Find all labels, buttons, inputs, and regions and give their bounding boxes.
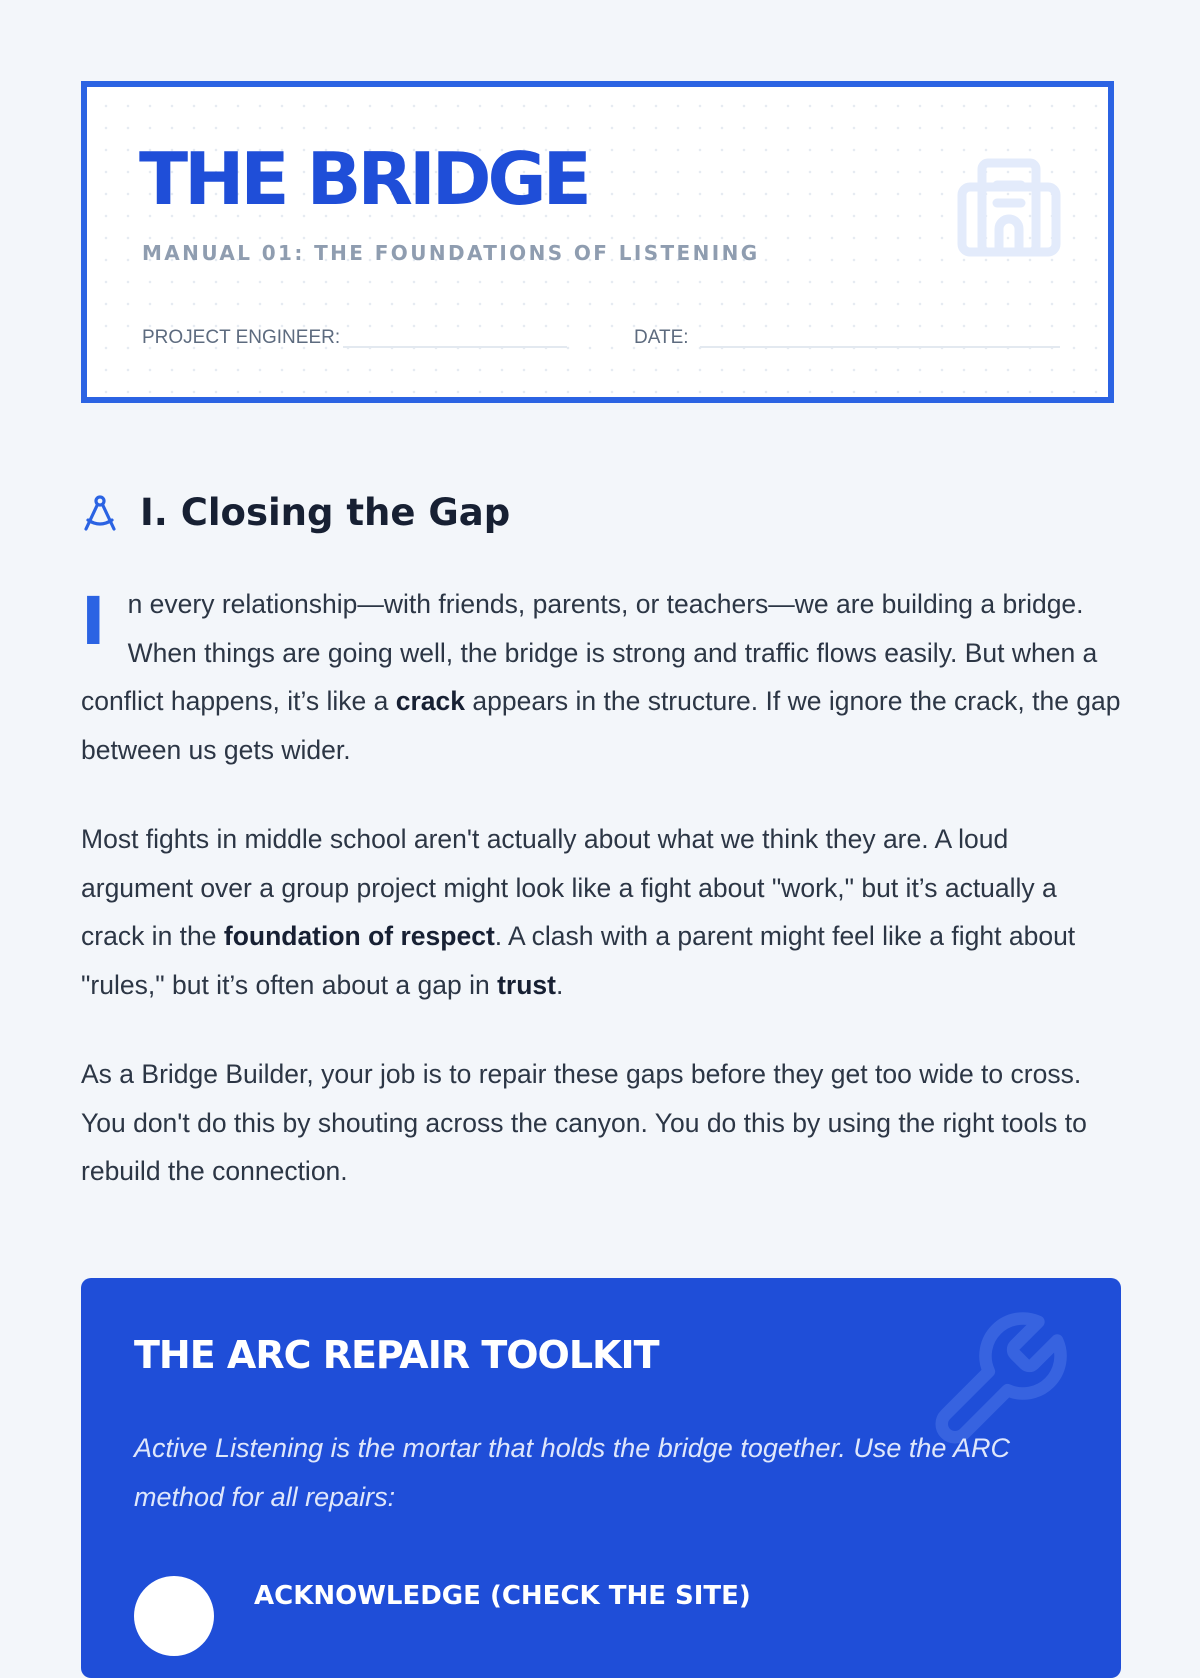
- drafting-compass-icon: [80, 494, 120, 534]
- project-engineer-input[interactable]: [343, 346, 567, 348]
- paragraph-1-text-a: n every relationship—with friends, parents, or teachers—we are building a bridge. When things are going well, the bridge is strong and traffic flows easily. But when a conflict happens, it’s like a: [81, 589, 1098, 716]
- building-icon: [957, 157, 1061, 257]
- emphasis-foundation-of-respect: foundation of respect: [223, 921, 495, 951]
- section-heading: I. Closing the Gap: [140, 491, 511, 534]
- paragraph-1-text-b: appears in the structure. If we ignore the crack, the gap between us gets wider.: [81, 686, 1121, 765]
- toolkit-title: THE ARC REPAIR TOOLKIT: [134, 1333, 659, 1377]
- header-card: [81, 81, 1114, 403]
- paragraph-2-text-b: . A clash with a parent might feel like a fight about "rules," but it’s often about a gap in: [81, 921, 1076, 1000]
- paragraph-1: [81, 580, 1121, 774]
- paragraph-2-text-c: .: [556, 969, 564, 1000]
- emphasis-trust: trust: [497, 969, 556, 1000]
- document-title: THE BRIDGE: [139, 137, 588, 221]
- step-1-badge: [134, 1576, 214, 1656]
- drop-cap: I: [81, 583, 106, 660]
- step-1-title: ACKNOWLEDGE (CHECK THE SITE): [254, 1581, 751, 1611]
- date-label: DATE:: [634, 327, 689, 348]
- paragraph-3: As a Bridge Builder, your job is to repair these gaps before they get too wide to cross. You don't do this by shouting across the canyon. You do this by using the right tools to rebuild the connection.: [81, 1059, 1087, 1186]
- document-subtitle: MANUAL 01: THE FOUNDATIONS OF LISTENING: [142, 241, 760, 265]
- paragraph-2: [81, 815, 1121, 1009]
- emphasis-crack: crack: [395, 686, 466, 716]
- project-engineer-label: PROJECT ENGINEER:: [142, 327, 341, 348]
- arc-toolkit-card: [81, 1278, 1121, 1678]
- toolkit-intro: Active Listening is the mortar that holds the bridge together. Use the ARC method for all repairs:: [134, 1433, 1010, 1512]
- paragraph-2-text-a: Most fights in middle school aren't actually about what we think they are. A loud argument over a group project might look like a fight about "work," but it’s actually a crack in the: [81, 824, 1057, 951]
- date-input[interactable]: [700, 346, 1060, 348]
